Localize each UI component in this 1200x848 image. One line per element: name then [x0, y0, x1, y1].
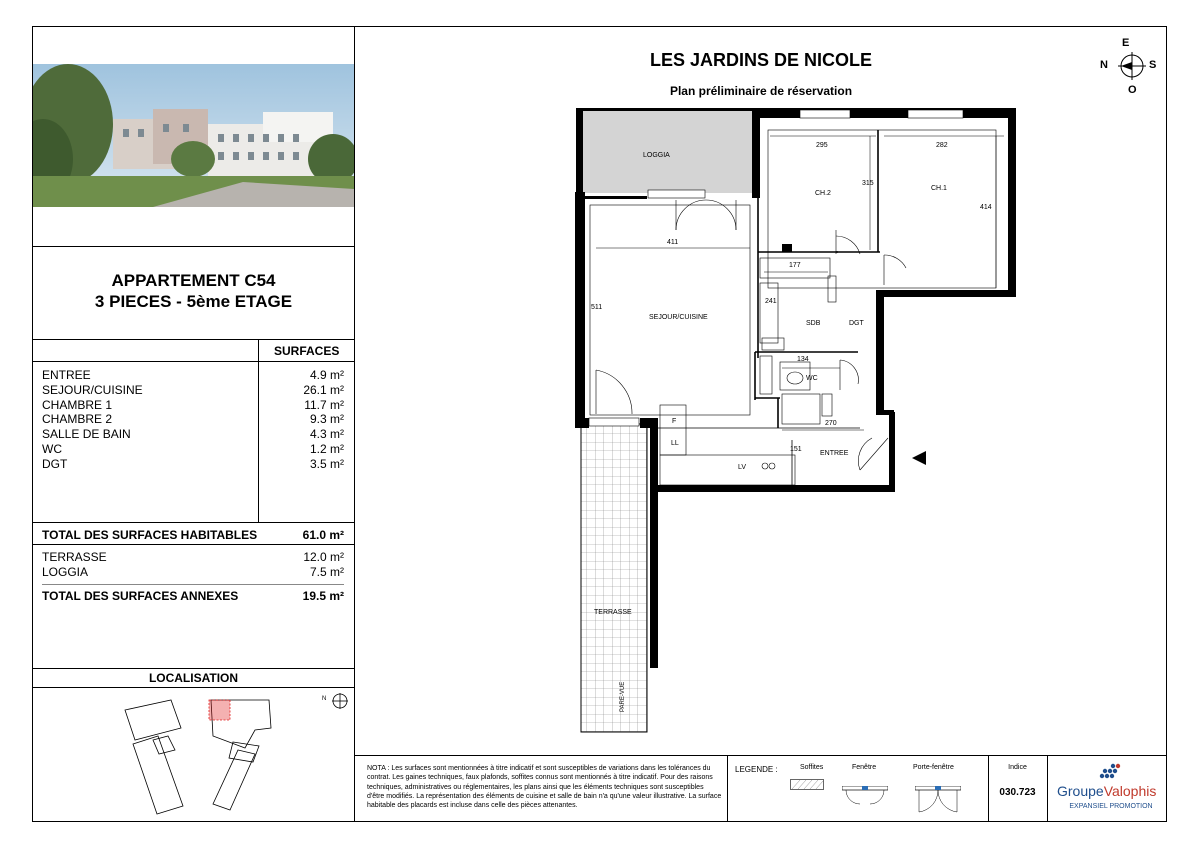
- dim-282: 282: [936, 142, 948, 149]
- apartment-name: APPARTEMENT C54: [111, 271, 276, 290]
- surface-room-value: 1.2 m²: [309, 442, 344, 456]
- room-label-terrasse: TERRASSE: [594, 609, 632, 616]
- dim-270: 270: [825, 420, 837, 427]
- surface-row: [42, 368, 344, 383]
- surface-room-value: 4.3 m²: [309, 427, 344, 442]
- total-annexes-label: TOTAL DES SURFACES ANNEXES: [42, 589, 239, 603]
- dim-151: 151: [790, 446, 802, 453]
- legend-porte-fenetre-label: Porte-fenêtre: [913, 764, 954, 771]
- room-label-entree: ENTREE: [820, 450, 849, 457]
- room-label-sejour: SEJOUR/CUISINE: [649, 314, 708, 321]
- annex-row: [42, 550, 344, 565]
- surface-room-value: 4.9 m²: [309, 368, 344, 382]
- surface-row: [42, 427, 344, 442]
- indice-label: Indice: [1008, 764, 1027, 771]
- surface-row: [42, 412, 344, 427]
- room-label-ch1: CH.1: [931, 185, 947, 192]
- annex-value: 12.0 m²: [303, 550, 344, 564]
- surface-room-value: 11.7 m²: [304, 397, 344, 412]
- logo-text-valophis: Valophis: [1103, 783, 1157, 799]
- building-rendering: [33, 64, 354, 207]
- surface-room-name: DGT: [42, 456, 68, 471]
- surface-row: [42, 398, 344, 413]
- surface-room-name: CHAMBRE 2: [42, 412, 113, 427]
- localisation-north-icon: [331, 692, 349, 715]
- surface-room-value: 26.1 m²: [303, 382, 344, 397]
- divider: [33, 361, 354, 362]
- surface-room-name: WC: [42, 442, 62, 456]
- annex-name: LOGGIA: [42, 565, 89, 579]
- apartment-title: [33, 270, 354, 312]
- window-symbol-icon: [842, 786, 888, 815]
- dim-134: 134: [797, 356, 809, 363]
- dishwasher-label: LV: [738, 464, 747, 471]
- total-annexes-value: 19.5 m²: [302, 589, 344, 603]
- surface-room-name: SALLE DE BAIN: [42, 427, 131, 442]
- total-habitable-value: 61.0 m²: [302, 528, 344, 542]
- surface-room-value: 9.3 m²: [309, 412, 344, 427]
- total-annexes-row: [42, 589, 344, 603]
- annex-value: 7.5 m²: [309, 565, 344, 579]
- divider: [33, 668, 354, 669]
- left-panel-divider: [354, 26, 355, 822]
- localisation-map: [33, 688, 354, 820]
- divider: [33, 544, 354, 545]
- divider: [33, 522, 354, 523]
- company-logo-text: [1057, 783, 1156, 799]
- apartment-rooms-floor: 3 PIECES - 5ème ETAGE: [94, 292, 293, 311]
- floor-plan: [560, 100, 1030, 750]
- indice-value: 030.723: [999, 787, 1036, 798]
- compass-e: E: [1122, 37, 1130, 49]
- divider: [33, 339, 354, 340]
- surface-room-value: 3.5 m²: [309, 456, 344, 471]
- dim-411: 411: [667, 239, 679, 246]
- surface-room-name: CHAMBRE 1: [42, 397, 113, 412]
- localisation-north-label: N: [322, 696, 327, 702]
- dim-177: 177: [789, 262, 801, 269]
- total-habitable-row: [42, 528, 344, 542]
- surface-room-name: ENTREE: [42, 368, 91, 382]
- logo-text-groupe: Groupe: [1057, 783, 1104, 799]
- room-label-wc: WC: [806, 375, 818, 382]
- divider: [42, 584, 344, 585]
- washer-label: LL: [671, 440, 679, 447]
- divider: [33, 246, 354, 247]
- legend-soffites-label: Soffites: [800, 764, 824, 771]
- dim-315: 315: [862, 180, 874, 187]
- french-door-symbol-icon: [915, 786, 961, 821]
- total-habitable-label: TOTAL DES SURFACES HABITABLES: [42, 528, 258, 542]
- project-title: LES JARDINS DE NICOLE: [649, 50, 873, 70]
- dim-241: 241: [765, 298, 777, 305]
- surface-row: [42, 383, 344, 398]
- surface-room-name: SEJOUR/CUISINE: [42, 382, 143, 397]
- annex-name: TERRASSE: [42, 550, 107, 564]
- legend-label: LEGENDE :: [735, 765, 778, 774]
- company-logo-subtitle: EXPANSIEL PROMOTION: [1069, 803, 1153, 810]
- dim-414: 414: [980, 204, 992, 211]
- footer-divider: [1047, 756, 1048, 821]
- compass-o: O: [1128, 84, 1137, 96]
- dim-511: 511: [591, 304, 603, 311]
- surface-row: [42, 457, 344, 472]
- dim-295: 295: [816, 142, 828, 149]
- footer-note: NOTA : Les surfaces sont mentionnées à titre indicatif et sont susceptibles de variations dans les tolérances du contrat. Les gaines techniques, faux plafonds, soffites connus sont mentionnés à titre indicatif. Pour des raisons techniques, administratives ou réglementaires, les plans ainsi que les éléments techniques sont susceptibles d'être modifiés. La représentation des éléments de cuisine et salle de bain n'a qu'une valeur illustrative. La surface habitable des placards est incluse dans celle des pièces attenantes.: [367, 765, 722, 810]
- room-label-sdb: SDB: [806, 320, 821, 327]
- footer-divider: [355, 755, 1167, 756]
- room-label-ch2: CH.2: [815, 190, 831, 197]
- compass-s: S: [1149, 59, 1157, 71]
- room-label-dgt: DGT: [849, 320, 864, 327]
- annex-row: [42, 565, 344, 580]
- legend-fenetre-label: Fenêtre: [852, 764, 877, 771]
- pare-vue-label: PARE-VUE: [620, 681, 626, 712]
- localisation-title: LOCALISATION: [148, 671, 239, 685]
- fridge-label: F: [672, 418, 677, 425]
- surface-row: [42, 442, 344, 457]
- footer-divider: [727, 756, 728, 821]
- soffite-symbol-icon: [790, 778, 824, 796]
- surfaces-header: SURFACES: [274, 344, 340, 358]
- plan-subtitle: Plan préliminaire de réservation: [669, 84, 853, 98]
- compass-n: N: [1100, 59, 1108, 71]
- room-label-loggia: LOGGIA: [643, 152, 670, 159]
